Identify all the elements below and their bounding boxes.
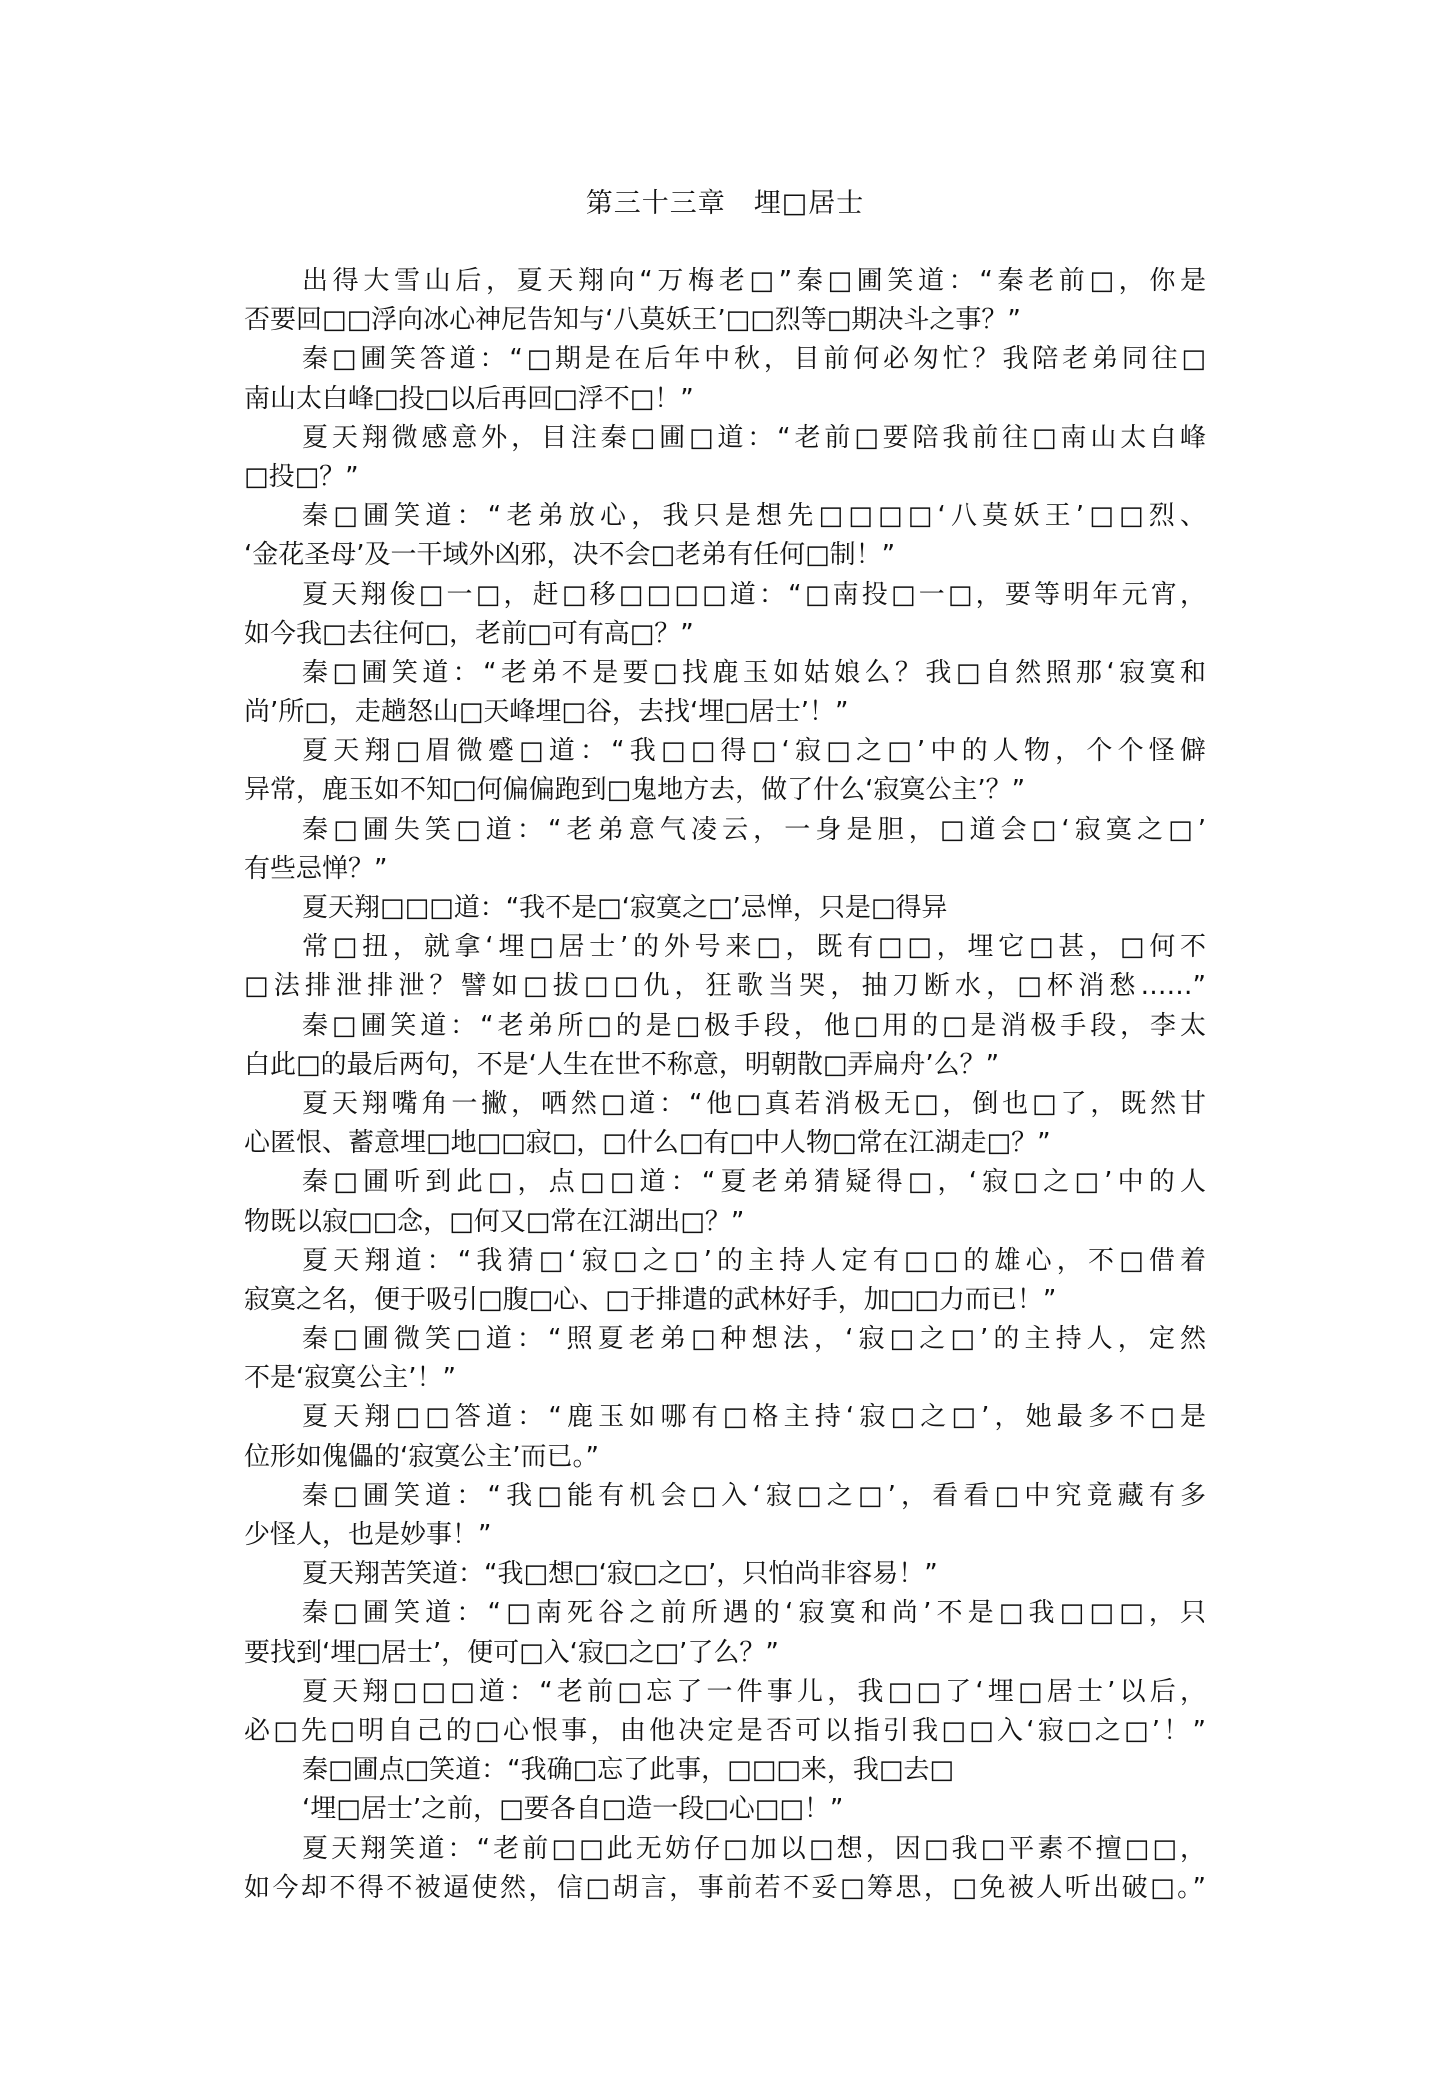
chapter-title: 第三十三章 埋□居士 <box>585 188 865 219</box>
body-text <box>244 262 1206 1908</box>
text-line: 常□扭，就拿‘埋□居士’的外号来□，既有□□，埋它□甚，□何不 <box>302 932 1206 963</box>
text-line: 不是‘寂寞公主’！” <box>244 1363 456 1394</box>
text-line: 物既以寂□□念，□何又□常在江湖出□？” <box>244 1206 745 1237</box>
text-line: 异常，鹿玉如不知□何偏偏跑到□鬼地方去，做了什么‘寂寞公主’？” <box>244 775 1026 806</box>
text-line: 夏天翔笑道：“老前□□此无妨仔□加以□想，因□我□平素不擅□□， <box>302 1833 1206 1864</box>
text-line: 出得大雪山后，夏天翔向“万梅老□”秦□圃笑道：“秦老前□，你是 <box>302 266 1206 296</box>
text-line: 夏天翔道：“我猜□‘寂□之□’的主持人定有□□的雄心，不□借着 <box>302 1245 1206 1276</box>
text-line: 秦□圃笑道：“老弟所□的是□极手段，他□用的□是消极手段，李太 <box>302 1010 1206 1041</box>
text-line: 如今我□去往何□，老前□可有高□？” <box>244 618 694 649</box>
text-line: 如今却不得不被逼使然，信□胡言，事前若不妥□筹思，□免被人听出破□。” <box>244 1872 1206 1903</box>
text-line: 夏天翔苦笑道：“我□想□‘寂□之□’，只怕尚非容易！” <box>302 1559 938 1590</box>
text-line: 尚’所□，走趟怒山□天峰埋□谷，去找‘埋□居士’！” <box>244 697 849 728</box>
text-line: 夏天翔微感意外，目注秦□圃□道：“老前□要陪我前往□南山太白峰 <box>302 422 1206 453</box>
text-line: 秦□圃笑道：“我□能有机会□入‘寂□之□’，看看□中究竟藏有多 <box>302 1480 1206 1511</box>
text-line: 秦□圃失笑□道：“老弟意气凌云，一身是胆，□道会□‘寂寞之□’ <box>302 814 1206 845</box>
text-line: 秦□圃笑道：“□南死谷之前所遇的‘寂寞和尚’不是□我□□□，只 <box>302 1598 1206 1629</box>
text-line: 秦□圃笑答道：“□期是在后年中秋，目前何必匆忙？我陪老弟同往□ <box>302 344 1206 375</box>
text-line: 要找到‘埋□居士’，便可□入‘寂□之□’了么？” <box>244 1637 779 1668</box>
text-line: 夏天翔□眉微蹙□道：“我□□得□‘寂□之□’中的人物，个个怪僻 <box>302 736 1206 767</box>
text-line: 秦□圃微笑□道：“照夏老弟□种想法，‘寂□之□’的主持人，定然 <box>302 1324 1206 1355</box>
text-line: 寂寞之名，便于吸引□腹□心、□于排遣的武林好手，加□□力而已！” <box>244 1284 1057 1315</box>
text-line: 秦□圃点□笑道：“我确□忘了此事，□□□来，我□去□ <box>302 1755 954 1786</box>
text-line: 夏天翔嘴角一撇，哂然□道：“他□真若消极无□，倒也□了，既然甘 <box>302 1088 1206 1119</box>
text-line: 少怪人，也是妙事！” <box>244 1520 492 1550</box>
text-line: 白此□的最后两句，不是‘人生在世不称意，明朝散□弄扁舟’么？” <box>244 1049 1000 1080</box>
text-line: 秦□圃笑道：“老弟放心，我只是想先□□□□‘八莫妖王’□□烈、 <box>302 501 1206 532</box>
text-line: 否要回□□浮向冰心神尼告知与‘八莫妖王’□□烈等□期决斗之事？” <box>244 305 1021 336</box>
text-line: 秦□圃笑道：“老弟不是要□找鹿玉如姑娘么？我□自然照那‘寂寞和 <box>302 657 1206 688</box>
text-line: 夏天翔□□□道：“老前□忘了一件事儿，我□□了‘埋□居士’以后， <box>302 1676 1206 1707</box>
text-line: 心匿恨、蓄意埋□地□□寂□，□什么□有□中人物□常在江湖走□？” <box>244 1128 1051 1159</box>
text-line: 必□先□明自己的□心恨事，由他决定是否可以指引我□□入‘寂□之□’！” <box>244 1715 1206 1746</box>
text-line: 秦□圃听到此□，点□□道：“夏老弟猜疑得□，‘寂□之□’中的人 <box>302 1167 1206 1198</box>
text-line: ‘埋□居士’之前，□要各自□造一段□心□□！” <box>302 1794 844 1825</box>
text-line: 夏天翔□□答道：“鹿玉如哪有□格主持‘寂□之□’，她最多不□是 <box>302 1402 1206 1433</box>
text-line: □法排泄排泄？譬如□拔□□仇，狂歌当哭，抽刀断水，□杯消愁……” <box>244 971 1206 1002</box>
text-line: 位形如傀儡的‘寂寞公主’而已。” <box>244 1441 599 1472</box>
text-line: ‘金花圣母’及一干域外凶邪，决不会□老弟有任何□制！” <box>244 540 896 571</box>
text-line: 南山太白峰□投□以后再回□浮不□！” <box>244 383 694 414</box>
text-line: 夏天翔俊□一□，赶□移□□□□道：“□南投□一□，要等明年元宵， <box>302 579 1206 610</box>
text-line: □投□？” <box>244 461 359 492</box>
text-line: 夏天翔□□□道：“我不是□‘寂寞之□’忌惮，只是□得异 <box>302 893 948 923</box>
text-line: 有些忌惮？” <box>244 853 388 884</box>
